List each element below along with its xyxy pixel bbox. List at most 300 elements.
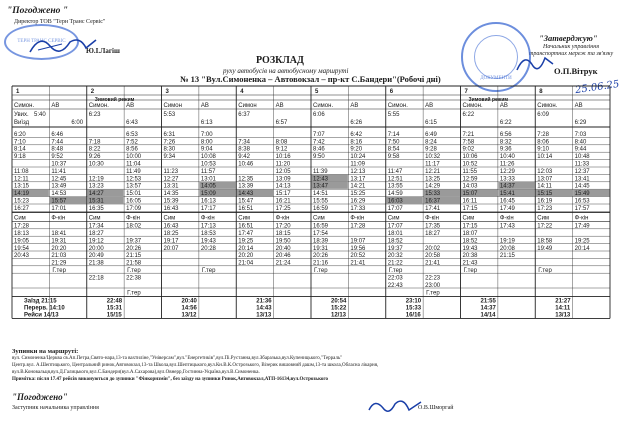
departure-time: 7:58 bbox=[462, 139, 475, 146]
departure-time: 13:49 bbox=[51, 183, 67, 190]
footer-agreed: "Погоджено" bbox=[12, 392, 68, 402]
departure-time: 17:54 bbox=[313, 231, 329, 237]
departure-time: 12:43 bbox=[313, 176, 329, 183]
departure-time: 9:52 bbox=[51, 154, 64, 161]
garage-label: Г.тер bbox=[426, 290, 440, 297]
column-header: Сим bbox=[238, 215, 251, 222]
departure-time: 15:31 bbox=[88, 198, 104, 205]
departure-time: 8:48 bbox=[51, 146, 64, 153]
departure-time: 5:40 bbox=[34, 112, 46, 118]
departure-time: 11:49 bbox=[126, 168, 141, 175]
departure-time: 14:19 bbox=[14, 191, 30, 198]
departure-time: 13:31 bbox=[163, 183, 179, 190]
departure-time: 16:27 bbox=[14, 205, 30, 212]
departure-time: 17:09 bbox=[126, 205, 142, 212]
departure-time: 21:15 bbox=[499, 253, 515, 260]
departure-time: 9:50 bbox=[313, 154, 325, 161]
garage-label: Г.тер bbox=[314, 268, 328, 275]
departure-time: 6:42 bbox=[350, 131, 363, 138]
departure-time: 19:31 bbox=[313, 245, 329, 252]
departure-time: 7:28 bbox=[537, 131, 549, 138]
column-number: 6 bbox=[389, 89, 394, 95]
column-number: 2 bbox=[90, 89, 95, 95]
summary-value: 15:22 bbox=[331, 305, 347, 312]
departure-time: 21:58 bbox=[126, 260, 142, 267]
departure-time: 6:46 bbox=[51, 131, 64, 138]
summary-value: 14:11 bbox=[555, 305, 571, 312]
column-number: 5 bbox=[315, 89, 319, 95]
summary-value: 14/14 bbox=[480, 312, 496, 319]
summary-value: 13/12 bbox=[181, 312, 197, 319]
column-header: Симон. bbox=[14, 103, 35, 109]
departure-time: 15:25 bbox=[350, 191, 366, 198]
departure-time: 6:26 bbox=[350, 120, 363, 126]
departure-time: 14:59 bbox=[387, 191, 403, 198]
summary-label: Рейси 14/13 bbox=[24, 312, 59, 319]
departure-time: 10:14 bbox=[537, 154, 553, 161]
departure-time: 16:29 bbox=[350, 198, 366, 205]
summary-value: 21:27 bbox=[555, 298, 571, 305]
departure-time: 10:46 bbox=[238, 161, 254, 168]
departure-time: 16:59 bbox=[313, 205, 329, 212]
column-header: Сим bbox=[313, 215, 325, 222]
column-header: Ф-кін bbox=[51, 215, 66, 222]
departure-time: 6:29 bbox=[574, 120, 587, 126]
departure-time: 11:55 bbox=[462, 168, 478, 175]
departure-time: 11:26 bbox=[499, 161, 515, 168]
departure-time: 12:51 bbox=[387, 176, 403, 183]
column-header: АВ bbox=[51, 103, 60, 109]
departure-time: 21:29 bbox=[51, 260, 67, 267]
departure-time: 12:53 bbox=[126, 176, 142, 183]
departure-time: 11:47 bbox=[387, 168, 403, 175]
departure-time: 16:35 bbox=[88, 205, 104, 212]
departure-time: 17:28 bbox=[14, 223, 30, 230]
departure-time: 6:49 bbox=[425, 131, 437, 138]
departure-time: 21:24 bbox=[275, 260, 291, 267]
stops-text-3: вул.В.Коновальця,вул.Д.Галицького,вул.С.Бандери(вул.А.Сахарова),вул.Овнерр,Гостинна-Україна,вул.В.Симоненка. bbox=[12, 370, 260, 375]
departure-time: 8:54 bbox=[387, 146, 400, 153]
approver-position-1: Начальник управління bbox=[543, 44, 600, 50]
column-header: Симон bbox=[163, 103, 182, 109]
summary-value: 15:31 bbox=[106, 305, 123, 312]
route-title: № 13 "Вул.Симоненка – Автовокзал – пр-кт С.Бандери"(Робочі дні) bbox=[180, 74, 441, 84]
departure-time: 11:09 bbox=[350, 161, 365, 168]
director-name: Ю.І.Лагіш bbox=[86, 47, 120, 55]
column-header: АВ bbox=[425, 103, 434, 109]
column-header: Ф-кін bbox=[200, 215, 215, 222]
departure-time: 14:21 bbox=[350, 183, 366, 190]
departure-time: 16:05 bbox=[126, 198, 142, 205]
departure-time: 8:38 bbox=[238, 146, 250, 153]
departure-time: 14:03 bbox=[462, 183, 478, 190]
departure-time: 14:43 bbox=[238, 191, 254, 198]
departure-time: 16:59 bbox=[313, 223, 329, 230]
mode-note: Зимовий режим bbox=[468, 97, 509, 103]
departure-time: 10:52 bbox=[462, 161, 478, 168]
column-header: Симон. bbox=[462, 103, 483, 109]
departure-time: 6:22 bbox=[462, 112, 475, 118]
departure-time: 19:43 bbox=[200, 238, 216, 245]
departure-time: 9:10 bbox=[537, 146, 549, 153]
departure-time: 17:20 bbox=[275, 223, 291, 230]
departure-time: 6:53 bbox=[126, 131, 138, 138]
departure-time: 17:17 bbox=[200, 205, 216, 212]
departure-time: 7:10 bbox=[14, 139, 26, 146]
departure-time: 13:47 bbox=[313, 183, 329, 190]
departure-time: 15:41 bbox=[499, 191, 515, 198]
departure-time: 19:05 bbox=[14, 238, 30, 245]
departure-time: 13:57 bbox=[126, 183, 142, 190]
departure-time: 5:53 bbox=[163, 112, 176, 118]
departure-time: 19:07 bbox=[350, 238, 366, 245]
garage-label: Г.тер bbox=[52, 268, 66, 275]
departure-time: 14:13 bbox=[275, 183, 291, 190]
departure-time: 14:35 bbox=[163, 191, 179, 198]
column-header: Ф-кін bbox=[425, 215, 439, 222]
departure-time: 8:56 bbox=[126, 146, 138, 153]
garage-label: Г.тер bbox=[127, 268, 141, 275]
departure-time: 8:16 bbox=[350, 139, 363, 146]
departure-time: 15:17 bbox=[275, 191, 291, 198]
summary-value: 15:33 bbox=[405, 305, 422, 312]
garage-label: Г.тер bbox=[127, 290, 141, 297]
stops-text-2: Центр.вул. А.Шептицького, Центральний ринок,Автовокзал,13-та Школа,вул.Шептицького,вул.Кн.В.К.Острозького, Візерик вишовний дашм,13-та школа,Обласна лікарня, bbox=[12, 363, 379, 368]
departure-time: 10:06 bbox=[462, 154, 478, 161]
departure-time: 10:30 bbox=[88, 161, 104, 168]
departure-time: 13:15 bbox=[14, 183, 30, 190]
page-title: РОЗКЛАД bbox=[256, 55, 304, 66]
departure-time: 13:23 bbox=[88, 183, 104, 190]
departure-time: 18:15 bbox=[275, 231, 291, 237]
departure-time: 16:21 bbox=[275, 198, 291, 205]
departure-time: 7:07 bbox=[313, 131, 325, 138]
column-number: 4 bbox=[240, 89, 244, 95]
departure-time: 20:46 bbox=[275, 253, 291, 260]
departure-time: 15:55 bbox=[313, 198, 329, 205]
departure-time: 16:03 bbox=[387, 198, 403, 205]
departure-time: 18:52 bbox=[462, 238, 478, 245]
approval-date: 25.06.25 bbox=[574, 78, 620, 97]
departure-time: 22:38 bbox=[126, 275, 142, 282]
departure-time: 20:14 bbox=[574, 245, 590, 252]
page-subtitle: руху автобусів на автобусному маршруті bbox=[223, 67, 349, 75]
row-label: Виїзд bbox=[14, 120, 30, 126]
departure-time: 8:32 bbox=[499, 139, 512, 146]
departure-time: 12:03 bbox=[537, 168, 553, 175]
departure-time: 20:02 bbox=[425, 245, 441, 252]
departure-time: 21:22 bbox=[387, 260, 403, 267]
director-title: Директор ТОВ "Терн Транс Сервіс" bbox=[14, 19, 106, 25]
departure-time: 6:37 bbox=[238, 112, 250, 118]
departure-time: 22:43 bbox=[387, 283, 403, 289]
departure-time: 6:22 bbox=[499, 120, 512, 126]
departure-time: 12:19 bbox=[88, 176, 104, 183]
departure-time: 18:52 bbox=[387, 238, 403, 245]
departure-time: 6:09 bbox=[537, 112, 549, 118]
departure-time: 8:14 bbox=[14, 146, 26, 153]
departure-time: 11:17 bbox=[425, 161, 440, 168]
departure-time: 6:06 bbox=[313, 112, 325, 118]
departure-time: 8:00 bbox=[200, 139, 213, 146]
departure-time: 12:05 bbox=[275, 168, 291, 175]
departure-time: 22:23 bbox=[425, 275, 441, 282]
column-header: Ф-кін bbox=[574, 215, 589, 222]
departure-time: 19:56 bbox=[350, 245, 366, 252]
approver-position-2: транспортних мереж та зв'язку bbox=[529, 51, 614, 57]
departure-time: 8:08 bbox=[275, 139, 288, 146]
summary-value: 16/16 bbox=[405, 312, 421, 319]
departure-time: 9:28 bbox=[425, 146, 437, 153]
column-header: Симон. bbox=[537, 103, 558, 109]
departure-time: 9:44 bbox=[574, 146, 587, 153]
departure-time: 17:33 bbox=[350, 205, 366, 212]
summary-label: Заїзд 21:15 bbox=[24, 298, 57, 305]
approval-right-title: "Затверджую" bbox=[539, 33, 598, 43]
summary-value: 22:48 bbox=[106, 298, 123, 305]
column-header: Сим bbox=[14, 215, 26, 222]
departure-time: 10:40 bbox=[499, 154, 515, 161]
summary-value: 21:36 bbox=[256, 298, 272, 305]
departure-time: 21:04 bbox=[238, 260, 254, 267]
departure-time: 20:52 bbox=[350, 253, 366, 260]
departure-time: 19:37 bbox=[387, 245, 403, 252]
departure-time: 11:04 bbox=[126, 161, 141, 168]
departure-time: 14:45 bbox=[574, 183, 590, 190]
departure-time: 14:27 bbox=[88, 191, 104, 198]
departure-time: 19:25 bbox=[238, 238, 254, 245]
departure-time: 22:18 bbox=[88, 275, 104, 282]
summary-value: 14:37 bbox=[480, 305, 496, 312]
departure-time: 6:31 bbox=[163, 131, 176, 138]
departure-time: 12:13 bbox=[350, 168, 366, 175]
departure-time: 17:34 bbox=[88, 223, 104, 230]
departure-time: 20:26 bbox=[126, 245, 142, 252]
departure-time: 18:27 bbox=[88, 231, 104, 237]
departure-time: 20:49 bbox=[88, 253, 104, 260]
departure-time: 15:33 bbox=[425, 191, 441, 198]
departure-time: 15:15 bbox=[537, 191, 553, 198]
departure-time: 19:12 bbox=[88, 238, 104, 245]
departure-time: 13:55 bbox=[387, 183, 403, 190]
summary-value: 14:56 bbox=[181, 305, 197, 312]
departure-time: 13:17 bbox=[350, 176, 366, 183]
departure-time: 17:25 bbox=[275, 205, 291, 212]
departure-time: 12:29 bbox=[499, 168, 515, 175]
column-number: 7 bbox=[464, 89, 468, 95]
column-number: 3 bbox=[165, 89, 169, 95]
departure-time: 8:30 bbox=[163, 146, 176, 153]
departure-time: 20:07 bbox=[163, 245, 179, 252]
column-header: Сим bbox=[537, 215, 550, 222]
departure-time: 14:37 bbox=[499, 183, 515, 190]
departure-time: 11:20 bbox=[275, 161, 291, 168]
departure-time: 17:35 bbox=[425, 223, 441, 230]
departure-time: 16:51 bbox=[238, 205, 254, 212]
left-stamp: ТЕРН ТРАНС СЕРВІС bbox=[4, 24, 79, 60]
stops-title: Зупинки на маршруті: bbox=[12, 348, 79, 355]
row-label: Увих. bbox=[14, 112, 29, 118]
departure-time: 20:00 bbox=[88, 245, 104, 252]
departure-time: 19:31 bbox=[51, 238, 67, 245]
departure-time: 6:56 bbox=[499, 131, 512, 138]
departure-time: 15:39 bbox=[163, 198, 179, 205]
departure-time: 8:06 bbox=[537, 139, 549, 146]
departure-time: 20:28 bbox=[200, 245, 216, 252]
departure-time: 9:36 bbox=[499, 146, 512, 153]
footer-position: Заступник начальника управління bbox=[12, 405, 99, 411]
departure-time: 8:46 bbox=[313, 146, 325, 153]
departure-time: 12:21 bbox=[425, 168, 441, 175]
departure-time: 15:09 bbox=[200, 191, 216, 198]
departure-time: 17:43 bbox=[499, 223, 515, 230]
departure-time: 19:19 bbox=[499, 238, 515, 245]
departure-time: 8:24 bbox=[425, 139, 437, 146]
departure-time: 17:13 bbox=[200, 223, 216, 230]
summary-value: 15/15 bbox=[106, 312, 122, 319]
summary-value: 13/13 bbox=[555, 312, 571, 319]
summary-value: 12/13 bbox=[331, 312, 347, 319]
departure-time: 16:43 bbox=[163, 205, 179, 212]
departure-time: 18:41 bbox=[51, 231, 67, 237]
departure-time: 20:43 bbox=[14, 253, 30, 260]
departure-time: 6:00 bbox=[71, 120, 84, 126]
departure-time: 20:20 bbox=[238, 253, 254, 260]
departure-time: 21:16 bbox=[313, 260, 329, 267]
departure-time: 21:38 bbox=[88, 260, 104, 267]
column-header: АВ bbox=[574, 103, 583, 109]
departure-time: 14:29 bbox=[425, 183, 441, 190]
column-header: АВ bbox=[200, 103, 209, 109]
column-header: АВ bbox=[499, 103, 508, 109]
departure-time: 8:40 bbox=[574, 139, 587, 146]
departure-time: 6:23 bbox=[88, 112, 101, 118]
departure-time: 7:42 bbox=[313, 139, 325, 146]
departure-time: 14:53 bbox=[51, 191, 67, 198]
departure-time: 17:28 bbox=[350, 223, 366, 230]
departure-time: 10:32 bbox=[425, 154, 441, 161]
departure-time: 17:47 bbox=[238, 231, 254, 237]
departure-time: 9:26 bbox=[88, 154, 101, 161]
departure-time: 18:39 bbox=[313, 238, 329, 245]
departure-time: 6:20 bbox=[14, 131, 26, 138]
departure-time: 10:00 bbox=[126, 154, 142, 161]
column-header: Ф-кін bbox=[350, 215, 365, 222]
departure-time: 9:04 bbox=[200, 146, 213, 153]
departure-time: 6:15 bbox=[425, 120, 437, 126]
summary-value: 13/13 bbox=[256, 312, 272, 319]
footer-signature bbox=[365, 396, 425, 418]
departure-time: 19:43 bbox=[462, 245, 478, 252]
departure-time: 15:47 bbox=[238, 198, 254, 205]
route-note: Примітка: після 17.47 рейсів виконуються до зупинки "Фінкорнзмін", без заїзду на зупинки Ринок,Автовокзал,АТП-16134,вул.Острозького bbox=[12, 377, 329, 382]
departure-time: 16:53 bbox=[574, 198, 590, 205]
departure-time: 11:39 bbox=[313, 168, 328, 175]
departure-time: 12:45 bbox=[51, 176, 67, 183]
departure-time: 7:18 bbox=[88, 139, 101, 146]
departure-time: 18:01 bbox=[387, 231, 403, 237]
departure-time: 13:07 bbox=[537, 176, 553, 183]
departure-time: 7:21 bbox=[462, 131, 475, 138]
departure-time: 12:27 bbox=[163, 176, 179, 183]
departure-time: 15:23 bbox=[14, 198, 30, 205]
departure-time: 16:13 bbox=[200, 198, 216, 205]
departure-time: 12:35 bbox=[238, 176, 254, 183]
departure-time: 11:23 bbox=[163, 168, 179, 175]
departure-time: 7:14 bbox=[387, 131, 400, 138]
departure-time: 16:43 bbox=[163, 223, 179, 230]
departure-time: 17:07 bbox=[387, 223, 403, 230]
right-stamp: ДОКУМЕНТИ bbox=[461, 22, 531, 92]
departure-time: 15:01 bbox=[126, 191, 142, 198]
column-header: Симон bbox=[238, 103, 257, 109]
departure-time: 12:11 bbox=[14, 176, 29, 183]
departure-time: 20:14 bbox=[238, 245, 254, 252]
departure-time: 18:02 bbox=[126, 223, 142, 230]
departure-time: 13:41 bbox=[574, 176, 590, 183]
departure-time: 16:19 bbox=[537, 198, 553, 205]
column-header: АВ bbox=[275, 103, 284, 109]
departure-time: 7:44 bbox=[51, 139, 64, 146]
departure-time: 21:43 bbox=[462, 260, 478, 267]
departure-time: 21:15 bbox=[126, 253, 142, 260]
departure-time: 9:18 bbox=[14, 154, 26, 161]
departure-time: 17:15 bbox=[462, 223, 478, 230]
column-header: Сим bbox=[462, 215, 475, 222]
departure-time: 16:51 bbox=[238, 223, 254, 230]
garage-label: Г.тер bbox=[538, 268, 552, 275]
column-header: Сим bbox=[163, 215, 176, 222]
departure-time: 20:26 bbox=[313, 253, 329, 260]
departure-time: 17:57 bbox=[574, 205, 590, 212]
departure-time: 13:33 bbox=[499, 176, 515, 183]
departure-time: 7:26 bbox=[163, 139, 176, 146]
stops-text-1: вул. Симоненка/Церква св.Ап.Петра,Свято-нара,13-та вахтиліне,"Універсам",вул."Енергетиків",вул.Пі.Рустанна,вул.Збаразька,вул.Купеницького,"Терраль" bbox=[12, 356, 343, 361]
column-header: Ф-кін bbox=[275, 215, 290, 222]
departure-time: 11:57 bbox=[200, 168, 216, 175]
departure-time: 8:22 bbox=[88, 146, 101, 153]
column-number: 8 bbox=[539, 89, 543, 95]
departure-time: 20:08 bbox=[499, 245, 515, 252]
departure-time: 19:37 bbox=[126, 238, 142, 245]
departure-time: 17:49 bbox=[574, 223, 590, 230]
departure-time: 18:58 bbox=[537, 238, 553, 245]
departure-time: 17:23 bbox=[537, 205, 553, 212]
departure-time: 19:54 bbox=[14, 245, 30, 252]
departure-time: 6:57 bbox=[275, 120, 288, 126]
summary-value: 14:43 bbox=[256, 305, 272, 312]
departure-time: 12:59 bbox=[462, 176, 478, 183]
column-number: 1 bbox=[16, 89, 20, 95]
departure-time: 17:49 bbox=[499, 205, 515, 212]
column-header: Симон. bbox=[387, 103, 408, 109]
summary-value: 23:10 bbox=[405, 298, 422, 305]
departure-time: 19:49 bbox=[537, 245, 553, 252]
summary-value: 20:54 bbox=[331, 298, 347, 305]
departure-time: 19:50 bbox=[275, 238, 291, 245]
departure-time: 20:38 bbox=[462, 253, 478, 260]
departure-time: 7:50 bbox=[387, 139, 400, 146]
departure-time: 17:22 bbox=[537, 223, 553, 230]
garage-label: Г.тер bbox=[388, 268, 403, 275]
departure-time: 14:05 bbox=[200, 183, 216, 190]
departure-time: 10:24 bbox=[350, 154, 366, 161]
departure-time: 18:27 bbox=[425, 231, 441, 237]
departure-time: 15:07 bbox=[462, 191, 478, 198]
departure-time: 13:01 bbox=[200, 176, 216, 183]
departure-time: 5:55 bbox=[387, 112, 400, 118]
departure-time: 9:42 bbox=[238, 154, 250, 161]
